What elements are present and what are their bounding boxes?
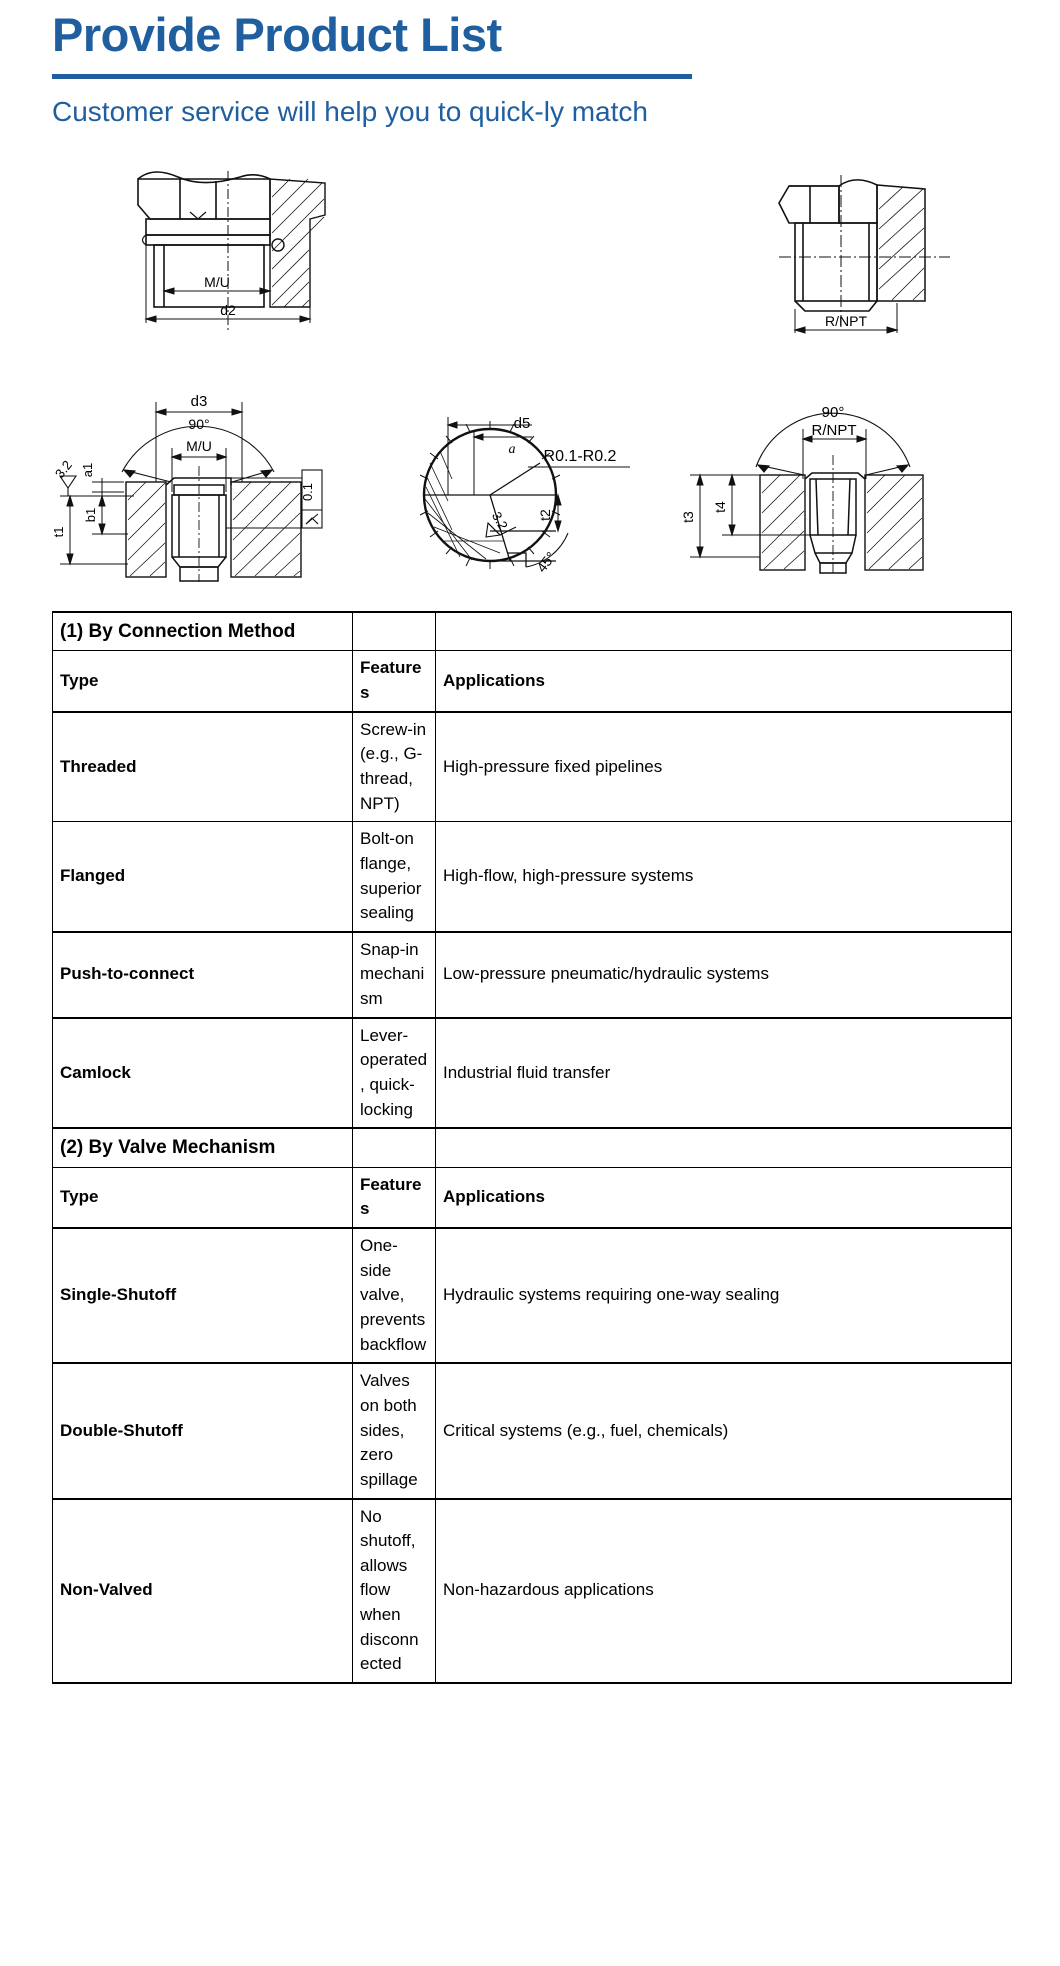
row-type-threaded: Threaded [53,712,353,822]
table-row [53,822,1012,932]
row-features-non-valved: No shutoff, allows flow when disconnected [353,1499,436,1683]
dim-label-mu-cavity: M/U [186,437,212,454]
table-header-row [53,651,1012,712]
dim-label-b1: b1 [83,507,98,523]
port-cavity-npt-section-drawing [660,395,960,575]
row-type-double-shutoff: Double-Shutoff [53,1363,353,1498]
column-header-type-1: Type [53,651,353,712]
page-subtitle: Customer service will help you to quick-ly match [52,96,648,128]
dim-label-45deg: 45° [533,548,559,576]
dim-label-t4: t4 [712,501,728,513]
dim-label-t1: t1 [51,526,66,538]
dim-label-d2: d2 [220,301,236,318]
column-header-applications-1: Applications [436,651,1012,712]
table-row [53,1499,1012,1683]
dim-label-rnpt-plug: R/NPT [825,312,867,329]
table-row [53,1018,1012,1129]
port-cavity-metric-section-drawing [46,382,346,582]
table-header-row [53,1167,1012,1228]
section-heading-spacer-applications [436,612,1012,651]
page-header [0,0,1060,131]
row-applications-threaded: High-pressure fixed pipelines [436,712,1012,822]
row-type-flanged: Flanged [53,822,353,932]
row-type-push-to-connect: Push-to-connect [53,932,353,1018]
column-header-features-1: Features [353,651,436,712]
row-applications-flanged: High-flow, high-pressure systems [436,822,1012,932]
dim-label-90deg-metric: 90° [188,415,210,432]
dim-label-t2: t2 [537,509,553,521]
table-section-heading-row [53,1128,1012,1167]
technical-drawings-panel [0,157,1060,597]
dim-label-a1: a1 [80,462,95,478]
row-applications-double-shutoff: Critical systems (e.g., fuel, chemicals) [436,1363,1012,1498]
column-header-features-2: Features [353,1167,436,1228]
dim-label-radius-range: R0.1-R0.2 [543,447,617,465]
dim-label-a-angle: a [508,441,516,457]
row-applications-camlock: Industrial fluid transfer [436,1018,1012,1129]
page-title: Provide Product List [52,8,502,61]
row-applications-push-to-connect: Low-pressure pneumatic/hydraulic systems [436,932,1012,1018]
row-type-single-shutoff: Single-Shutoff [53,1228,353,1363]
dim-label-mu: M/U [204,273,230,290]
dim-label-rnpt-cavity: R/NPT [811,421,857,439]
specification-table [52,611,1012,1684]
dim-label-roughness-3p2: 3.2 [51,457,75,481]
row-applications-single-shutoff: Hydraulic systems requiring one-way sealing [436,1228,1012,1363]
section-heading-spacer-applications-2 [436,1128,1012,1167]
row-features-flanged: Bolt-on flange, superior sealing [353,822,436,932]
table-row [53,932,1012,1018]
table-row [53,1228,1012,1363]
dim-label-90deg-npt: 90° [821,403,845,421]
section-heading-spacer-features [353,612,436,651]
row-type-camlock: Camlock [53,1018,353,1129]
row-features-camlock: Lever-operated, quick-locking [353,1018,436,1129]
dim-label-roughness-3p2-groove: 3.2 [488,509,511,533]
plug-npt-thread-section-drawing [765,161,975,336]
row-features-push-to-connect: Snap-in mechanism [353,932,436,1018]
dim-label-t3: t3 [680,511,696,523]
section-heading-connection-method: (1) By Connection Method [53,612,353,651]
dim-label-flatness-0p1: 0.1 [300,482,315,501]
dim-label-d3: d3 [190,392,208,410]
table-row [53,712,1012,822]
section-heading-valve-mechanism: (2) By Valve Mechanism [53,1128,353,1167]
row-features-single-shutoff: One-side valve, prevents backflow [353,1228,436,1363]
plug-metric-thread-section-drawing [120,157,340,337]
table-row [53,1363,1012,1498]
table-section-heading-row [53,612,1012,651]
row-features-threaded: Screw-in (e.g., G-thread, NPT) [353,712,436,822]
column-header-applications-2: Applications [436,1167,1012,1228]
section-heading-spacer-features-2 [353,1128,436,1167]
seal-groove-detail-section-drawing [400,395,690,585]
title-underline-rule [52,74,692,79]
row-type-non-valved: Non-Valved [53,1499,353,1683]
row-features-double-shutoff: Valves on both sides, zero spillage [353,1363,436,1498]
dim-label-d5: d5 [513,414,531,432]
column-header-type-2: Type [53,1167,353,1228]
specification-table-wrap [0,611,1060,1684]
row-applications-non-valved: Non-hazardous applications [436,1499,1012,1683]
